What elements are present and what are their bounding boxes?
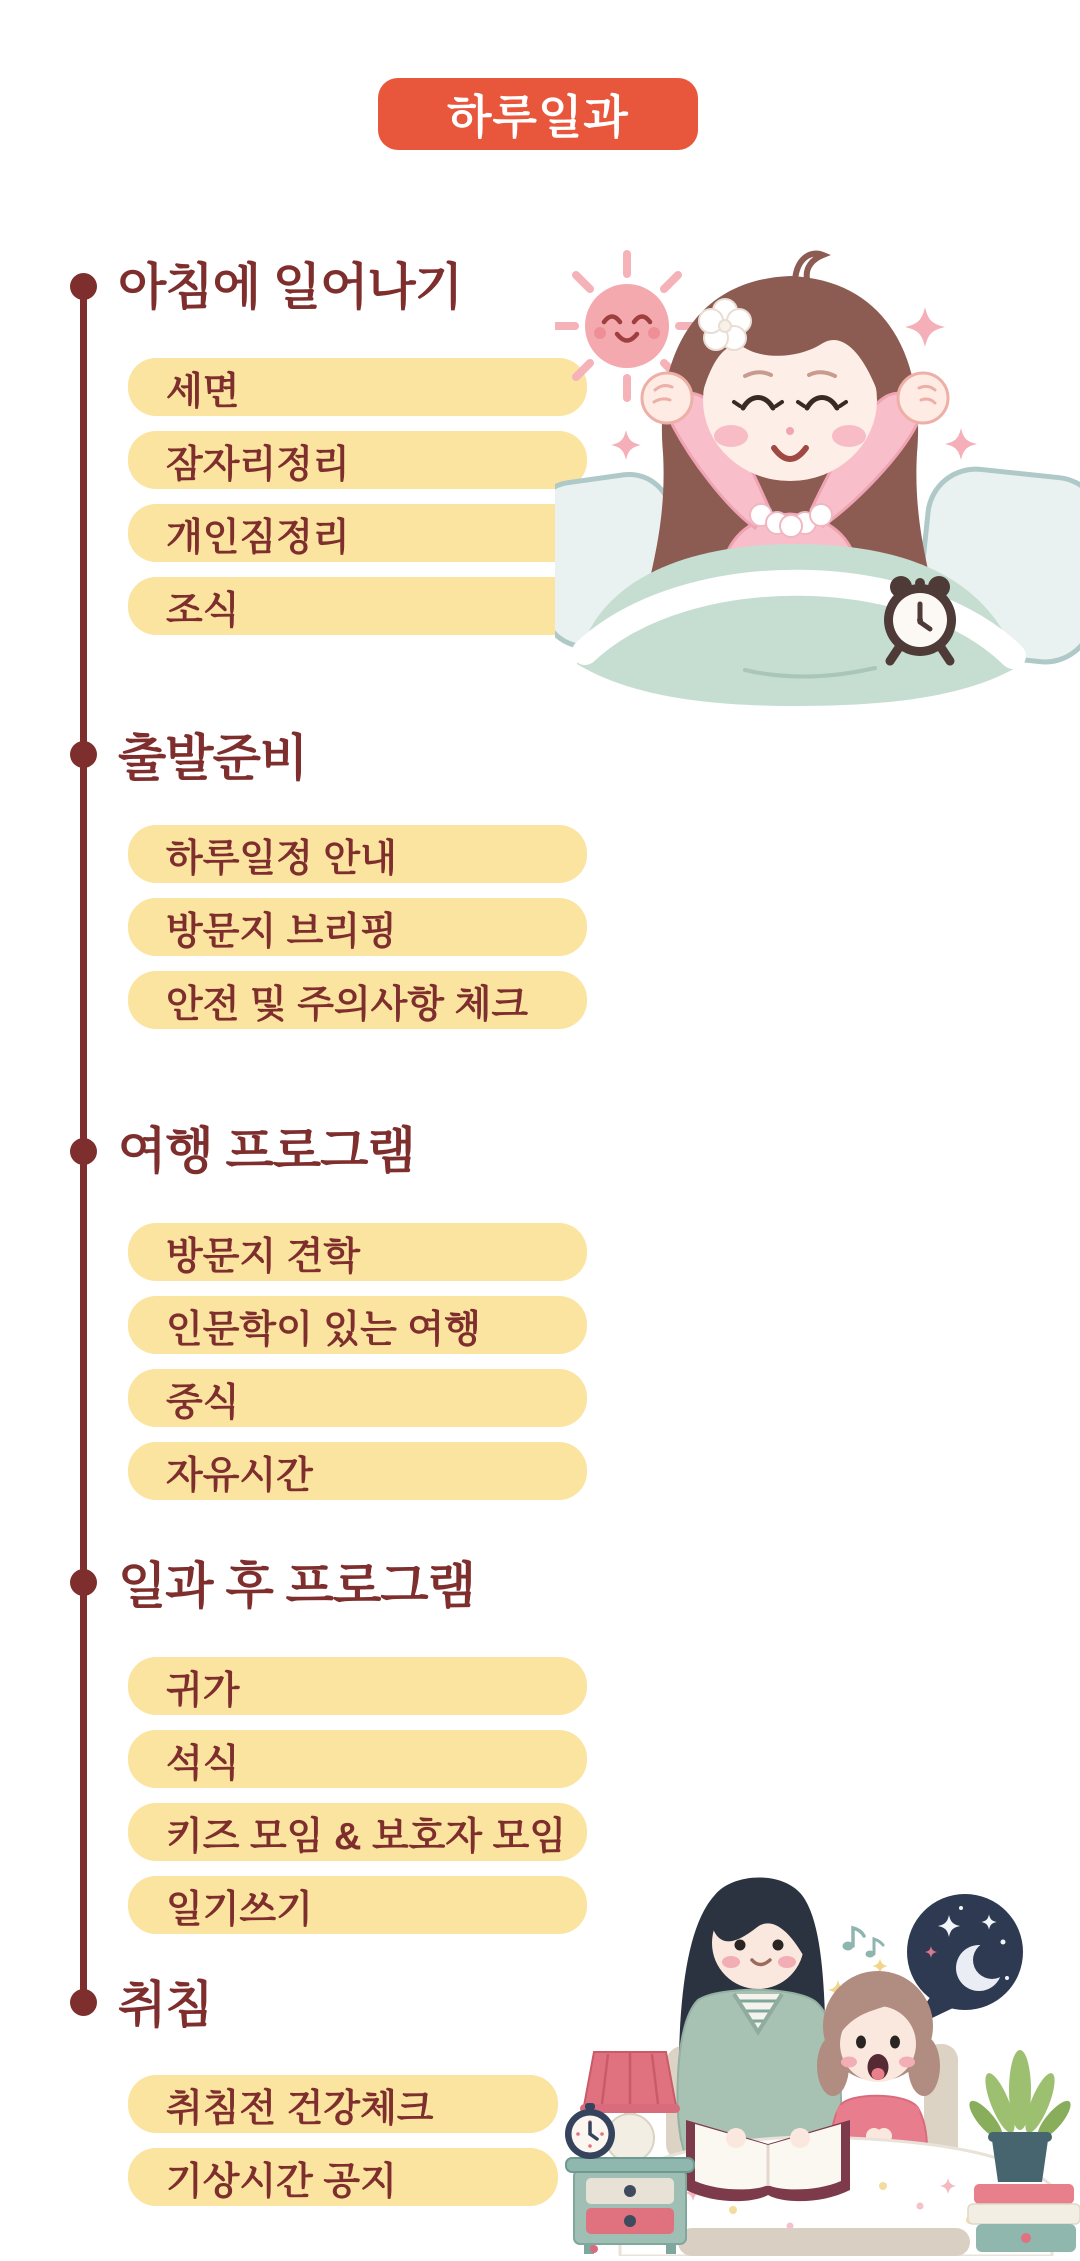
schedule-item-pill: 일기쓰기 <box>128 1876 587 1934</box>
schedule-item-pill: 귀가 <box>128 1657 587 1715</box>
alarm-clock-icon <box>884 576 956 661</box>
bed-base <box>678 2228 970 2256</box>
timeline-dot <box>70 1989 97 2016</box>
fist-right <box>898 373 948 423</box>
bedtime-illustration <box>528 1848 1080 2256</box>
schedule-item-pill: 방문지 견학 <box>128 1223 587 1281</box>
schedule-item-pill: 안전 및 주의사항 체크 <box>128 971 587 1029</box>
schedule-item-pill: 방문지 브리핑 <box>128 898 587 956</box>
book-stack-icon <box>968 2184 1080 2252</box>
timeline-dot <box>70 741 97 768</box>
timeline-dot <box>70 1569 97 1596</box>
section-title-after-program: 일과 후 프로그램 <box>118 1558 475 1614</box>
fist-left <box>642 373 692 423</box>
section-title-morning: 아침에 일어나기 <box>118 259 462 315</box>
schedule-item-pill: 기상시간 공지 <box>128 2148 558 2206</box>
schedule-item-pill: 하루일정 안내 <box>128 825 587 883</box>
schedule-item-pill: 인문학이 있는 여행 <box>128 1296 587 1354</box>
mother-figure <box>678 1878 842 2167</box>
schedule-item-pill: 세면 <box>128 358 587 416</box>
section-items-morning <box>128 358 587 635</box>
schedule-item-pill: 키즈 모임 & 보호자 모임 <box>128 1803 587 1861</box>
music-notes-icon <box>843 1928 884 1958</box>
schedule-item-pill: 취침전 건강체크 <box>128 2075 558 2133</box>
ahoge <box>795 254 823 280</box>
timeline-dot <box>70 273 97 300</box>
section-title-departure: 출발준비 <box>118 730 308 786</box>
section-title-bedtime: 취침 <box>118 1977 213 2033</box>
schedule-item-pill: 석식 <box>128 1730 587 1788</box>
schedule-item-pill: 조식 <box>128 577 587 635</box>
section-items-after-program <box>128 1657 587 1934</box>
blush-left <box>714 425 748 447</box>
blush-right <box>832 425 866 447</box>
schedule-item-pill: 개인짐정리 <box>128 504 587 562</box>
schedule-item-pill: 중식 <box>128 1369 587 1427</box>
section-items-bedtime <box>128 2075 558 2206</box>
section-items-travel-program <box>128 1223 587 1500</box>
nose <box>786 427 794 435</box>
schedule-item-pill: 자유시간 <box>128 1442 587 1500</box>
morning-illustration <box>555 228 1080 710</box>
timeline-dot <box>70 1138 97 1165</box>
section-title-travel-program: 여행 프로그램 <box>118 1123 415 1179</box>
child-figure <box>817 1971 940 2150</box>
section-items-departure <box>128 825 587 1029</box>
schedule-item-pill: 잠자리정리 <box>128 431 587 489</box>
nightstand <box>566 2158 694 2254</box>
page-title-badge <box>378 78 698 150</box>
page-title: 하루일과 <box>447 91 629 143</box>
